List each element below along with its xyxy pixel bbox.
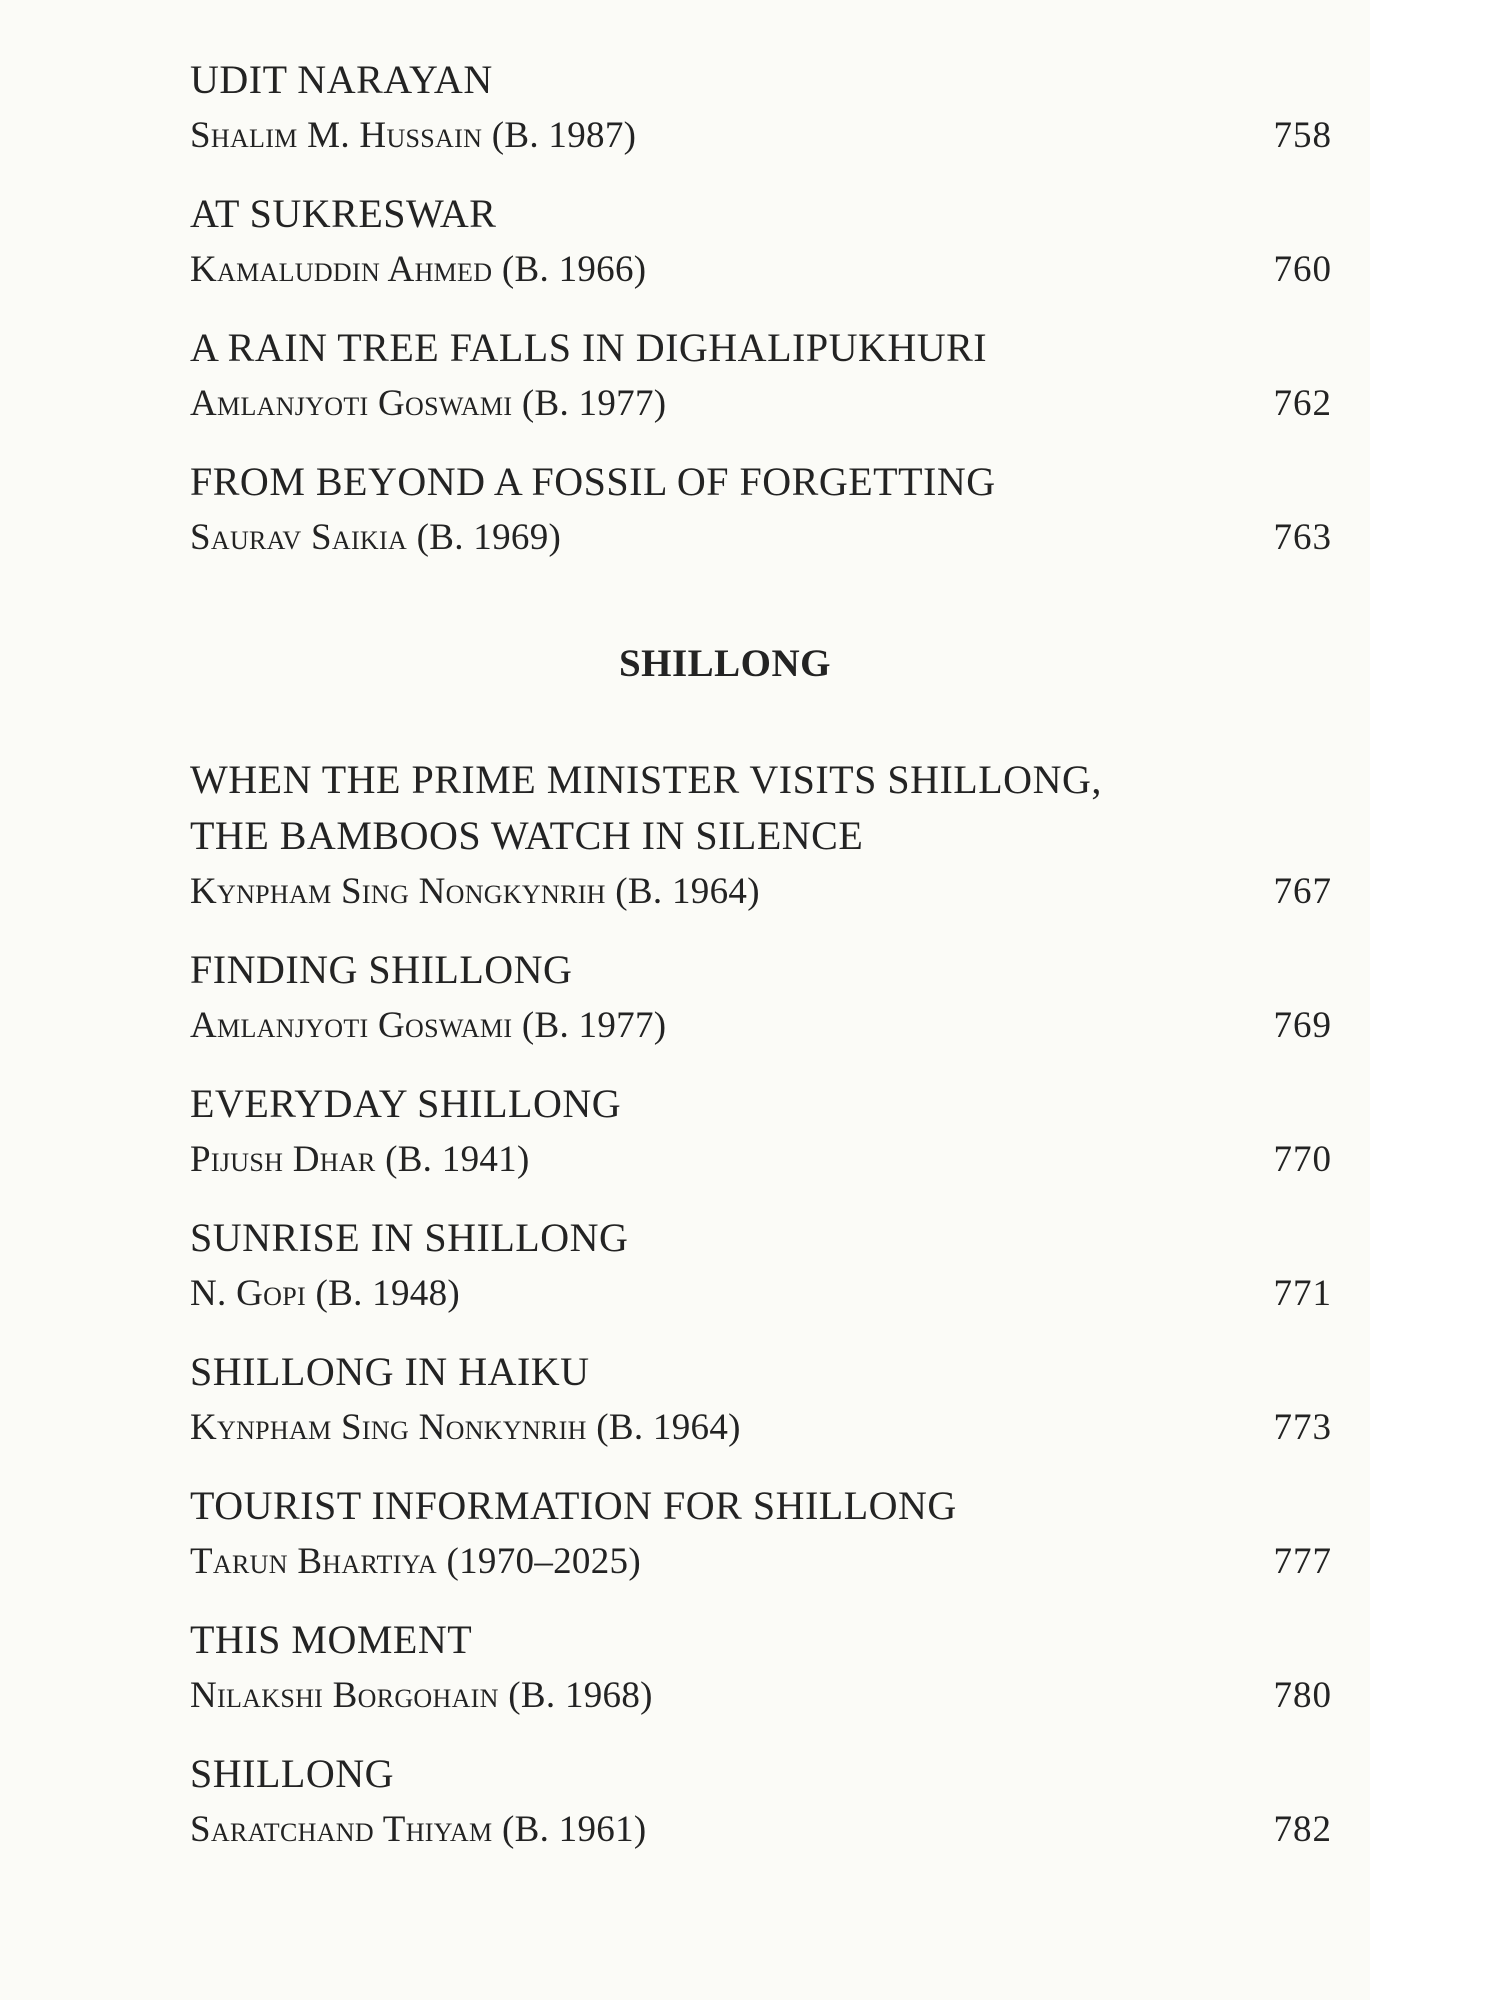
toc-entry	[190, 1344, 1340, 1456]
entry-title: FINDING SHILLONG	[190, 947, 573, 992]
entry-page-number: 763	[1273, 517, 1332, 558]
entry-page-number: 780	[1273, 1675, 1332, 1716]
entry-page-number: 767	[1273, 871, 1332, 912]
entry-title: A RAIN TREE FALLS IN DIGHALIPUKHURI	[190, 325, 988, 370]
entry-author: Kynpham Sing Nongkynrih (B. 1964)	[190, 871, 760, 912]
entry-author: Saratchand Thiyam (B. 1961)	[190, 1809, 647, 1850]
entry-title: AT SUKRESWAR	[190, 191, 497, 236]
entry-author: Amlanjyoti Goswami (B. 1977)	[190, 383, 667, 424]
entry-title: EVERYDAY SHILLONG	[190, 1081, 622, 1126]
entry-title: SHILLONG IN HAIKU	[190, 1349, 590, 1394]
entry-title: FROM BEYOND A FOSSIL OF FORGETTING	[190, 459, 996, 504]
toc-entry	[190, 1478, 1340, 1590]
table-of-contents	[190, 52, 1340, 1880]
entry-author: Amlanjyoti Goswami (B. 1977)	[190, 1005, 667, 1046]
entry-author-line	[190, 510, 1340, 566]
entry-page-number: 771	[1273, 1273, 1332, 1314]
toc-entry	[190, 186, 1340, 298]
entry-page-number: 782	[1273, 1809, 1332, 1850]
entry-author: Nilakshi Borgohain (B. 1968)	[190, 1675, 653, 1716]
entry-page-number: 762	[1273, 383, 1332, 424]
entry-title: TOURIST INFORMATION FOR SHILLONG	[190, 1483, 957, 1528]
entry-title: UDIT NARAYAN	[190, 57, 493, 102]
toc-entry	[190, 454, 1340, 566]
entry-author: Kynpham Sing Nonkynrih (B. 1964)	[190, 1407, 741, 1448]
entry-author: Shalim M. Hussain (B. 1987)	[190, 115, 637, 156]
entry-author-line	[190, 1400, 1340, 1456]
entry-author-line	[190, 376, 1340, 432]
toc-entry	[190, 942, 1340, 1054]
section-heading: SHILLONG	[618, 642, 832, 685]
toc-entry	[190, 52, 1340, 164]
entry-title: THIS MOMENT	[190, 1617, 473, 1662]
entry-page-number: 769	[1273, 1005, 1332, 1046]
toc-entry	[190, 1210, 1340, 1322]
entry-title: SUNRISE IN SHILLONG	[190, 1215, 629, 1260]
entry-author: Tarun Bhartiya (1970–2025)	[190, 1541, 641, 1582]
entry-author-line	[190, 242, 1340, 298]
entry-page-number: 760	[1273, 249, 1332, 290]
entry-author-line	[190, 1266, 1340, 1322]
entry-title: SHILLONG	[190, 1751, 394, 1796]
entry-author-line	[190, 864, 1340, 920]
entry-author: Saurav Saikia (B. 1969)	[190, 517, 562, 558]
entry-author: Pijush Dhar (B. 1941)	[190, 1139, 530, 1180]
toc-entry	[190, 320, 1340, 432]
entry-title-line-1: WHEN THE PRIME MINISTER VISITS SHILLONG,	[190, 757, 1102, 802]
entry-author-line	[190, 108, 1340, 164]
entry-page-number: 773	[1273, 1407, 1332, 1448]
entry-page-number: 770	[1273, 1139, 1332, 1180]
entry-author-line	[190, 1132, 1340, 1188]
entry-author: N. Gopi (B. 1948)	[190, 1273, 461, 1314]
entry-author-line	[190, 1534, 1340, 1590]
page-margin	[1370, 0, 1500, 2000]
entry-author-line	[190, 998, 1340, 1054]
entry-page-number: 758	[1273, 115, 1332, 156]
toc-entry	[190, 1746, 1340, 1858]
entry-page-number: 777	[1273, 1541, 1332, 1582]
toc-entry	[190, 1076, 1340, 1188]
entry-author-line	[190, 1802, 1340, 1858]
toc-entry	[190, 752, 1340, 920]
toc-entry	[190, 1612, 1340, 1724]
entry-author: Kamaluddin Ahmed (B. 1966)	[190, 249, 647, 290]
entry-author-line	[190, 1668, 1340, 1724]
entry-title-line-2: THE BAMBOOS WATCH IN SILENCE	[190, 813, 864, 858]
